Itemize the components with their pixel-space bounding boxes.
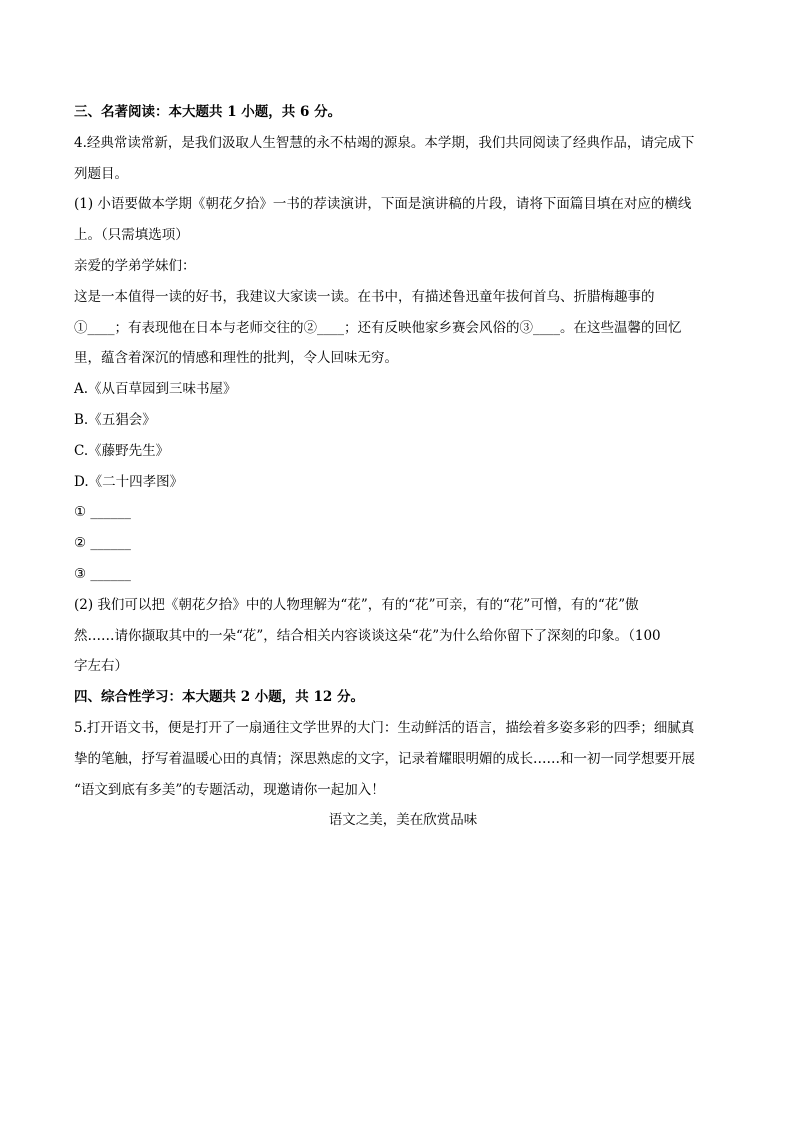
q5-stem-line-1: 5.打开语文书，便是打开了一扇通往文学世界的大门：生动鲜活的语言，描绘着多姿多彩的四季；细腻真	[74, 719, 695, 736]
speech-greeting: 亲爱的学弟学妹们：	[74, 257, 196, 274]
q4-sub2-line-2: 然……请你撷取其中的一朵“花”，结合相关内容谈谈这朵“花”为什么给你留下了深刻的印象。（100	[74, 627, 661, 644]
answer-blank-3[interactable]: ③ ______	[74, 565, 131, 582]
option-d: D.《二十四孝图》	[74, 473, 184, 490]
page-content	[74, 97, 722, 836]
option-c: C.《藤野先生》	[74, 442, 170, 459]
option-b: B.《五猖会》	[74, 411, 156, 428]
answer-blank-2[interactable]: ② ______	[74, 535, 131, 552]
q4-sub1-line-2: 上。（只需填选项）	[74, 227, 189, 244]
section3-heading: 三、名著阅读：本大题共 1 小题，共 6 分。	[74, 104, 342, 120]
speech-line-1: 这是一本值得一读的好书，我建议大家读一读。在书中，有描述鲁迅童年拔何首乌、折腊梅趣事的	[74, 288, 655, 305]
speech-line-2: ①____；有表现他在日本与老师交往的②____；还有反映他家乡赛会风俗的③____。在这些温馨的回忆	[74, 319, 682, 336]
section4-heading: 四、综合性学习：本大题共 2 小题，共 12 分。	[74, 689, 364, 706]
q4-stem-line-2: 列题目。	[74, 165, 128, 182]
answer-blank-1[interactable]: ① ______	[74, 504, 131, 521]
q4-sub2-line-1: (2) 我们可以把《朝花夕拾》中的人物理解为“花”，有的“花”可亲，有的“花”可憎，有的“花”傲	[74, 596, 639, 613]
q5-stem-line-2: 挚的笔触，抒写着温暖心田的真情；深思熟虑的文字，记录着耀眼明媚的成长……和一初一同学想要开展	[74, 750, 695, 767]
option-a: A.《从百草园到三味书屋》	[74, 381, 237, 398]
q4-stem-line-1: 4.经典常读常新，是我们汲取人生智慧的永不枯竭的源泉。本学期，我们共同阅读了经典作品，请完成下	[74, 134, 695, 151]
q5-stem-line-3: “语文到底有多美”的专题活动，现邀请你一起加入！	[74, 781, 385, 798]
q4-sub2-line-3: 字左右）	[74, 658, 128, 675]
q4-sub1-line-1: (1) 小语要做本学期《朝花夕拾》一书的荐读演讲，下面是演讲稿的片段，请将下面篇目填在对应的横线	[74, 196, 692, 213]
speech-line-3: 里，蕴含着深沉的情感和理性的批判，令人回味无穷。	[74, 350, 398, 367]
activity-subtitle: 语文之美，美在欣赏品味	[328, 812, 478, 829]
